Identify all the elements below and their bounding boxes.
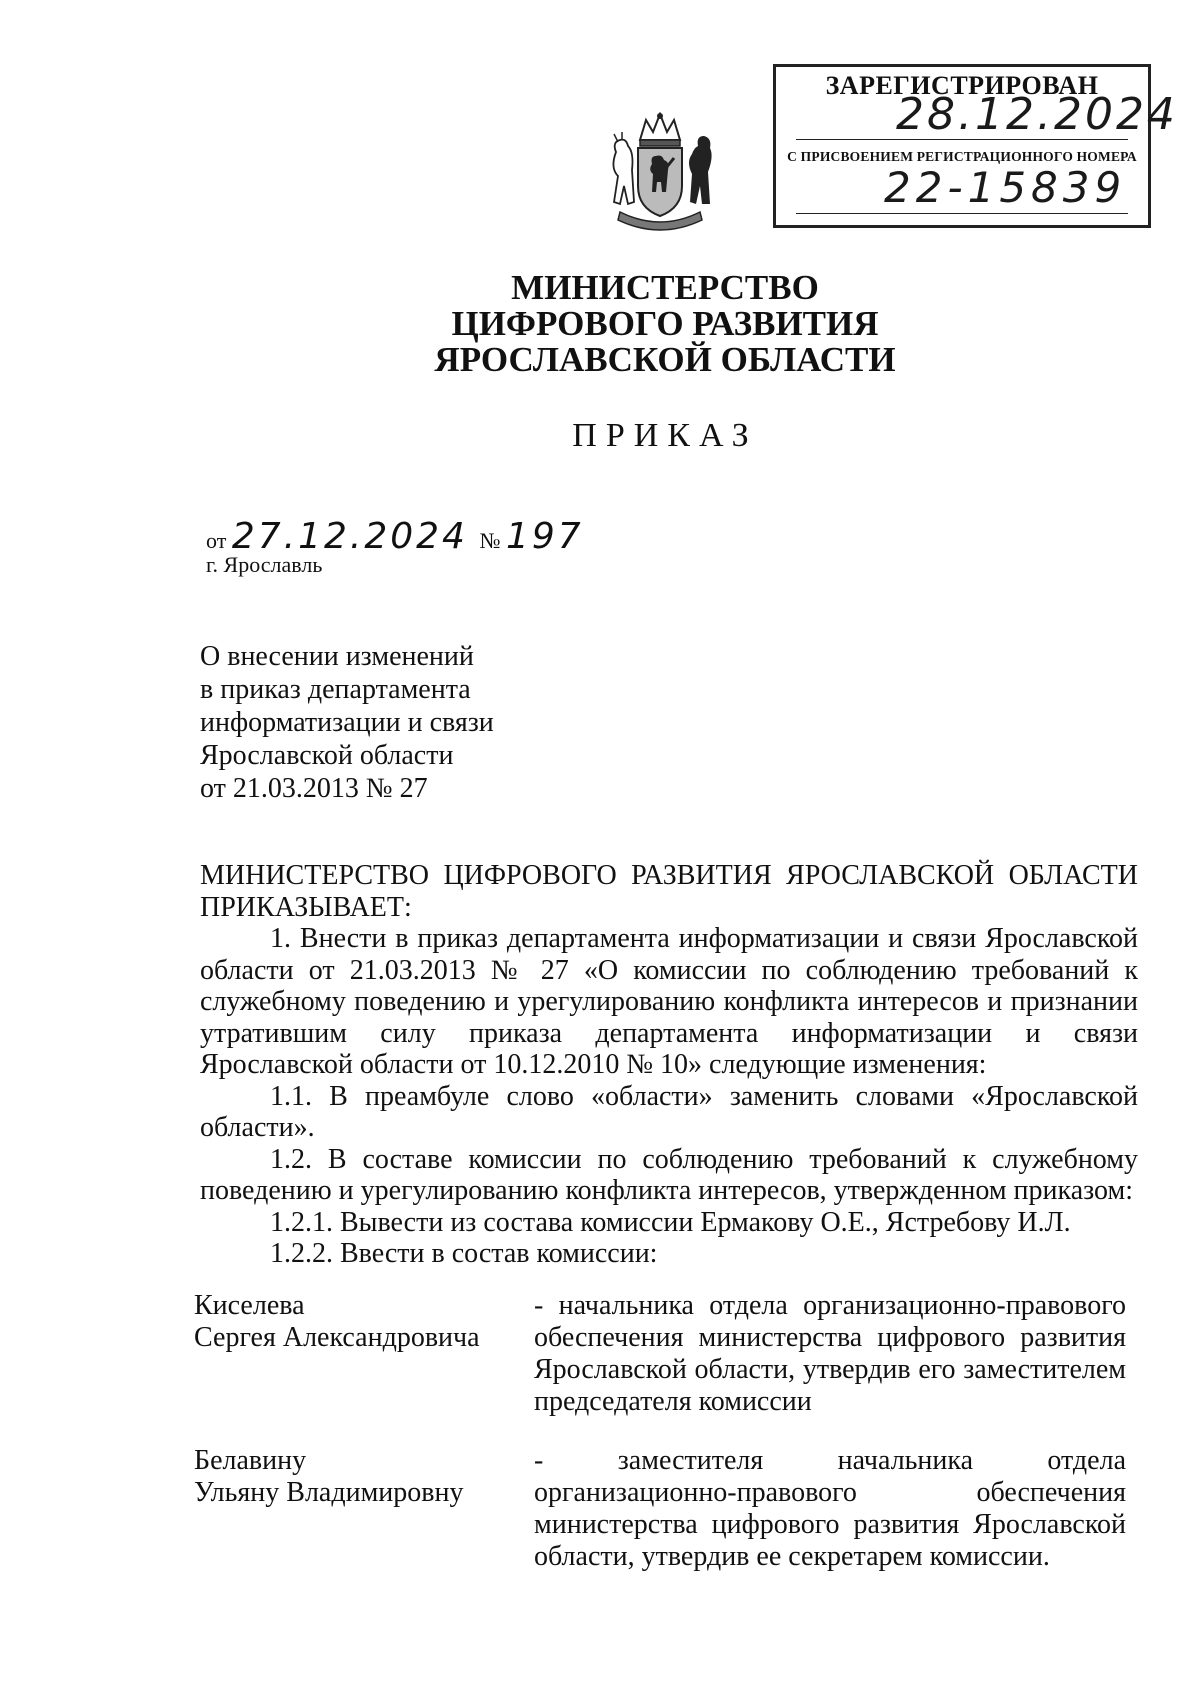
order-subject: [200, 640, 494, 805]
subject-line: от 21.03.2013 № 27: [200, 773, 428, 804]
stamp-subtitle: С ПРИСВОЕНИЕМ РЕГИСТРАЦИОННОГО НОМЕРА: [787, 149, 1137, 164]
member-surname: Киселева: [194, 1290, 305, 1321]
stamp-divider: [796, 139, 1128, 140]
registration-stamp: [773, 64, 1178, 228]
member-name: [194, 1445, 514, 1509]
order-number: 197: [505, 516, 584, 557]
order-date: 27.12.2024: [231, 516, 468, 557]
document-type-title: ПРИКАЗ: [572, 417, 758, 454]
ministry-heading-line: ЦИФРОВОГО РАЗВИТИЯ: [451, 304, 879, 343]
clause-1-2: 1.2. В составе комиссии по соблюдению требований к служебному поведению и урегулированию конфликта интересов, утвержденном приказом:: [200, 1143, 1138, 1206]
member-role: - заместителя начальника отдела организационно-правового обеспечения министерства цифрового развития Ярославской области, утвердив ее секретарем комиссии.: [534, 1445, 1126, 1572]
member-role: - начальника отдела организационно-правового обеспечения министерства цифрового развития Ярославской области, утвердив его заместителем председателя комиссии: [534, 1290, 1126, 1417]
subject-line: О внесении изменений: [200, 641, 474, 672]
ministry-heading: [0, 270, 1200, 378]
member-surname: Белавину: [194, 1445, 307, 1476]
number-label: №: [479, 528, 501, 553]
stamp-title: ЗАРЕГИСТРИРОВАН: [825, 71, 1099, 100]
ministry-heading-line: МИНИСТЕРСТВО: [511, 268, 819, 307]
yaroslavl-coat-of-arms-icon: [606, 112, 714, 240]
from-label: от: [206, 528, 227, 553]
member-given-name: Ульяну Владимировну: [194, 1477, 464, 1508]
stamp-registration-number: 22-15839: [884, 163, 1127, 212]
member-name: [194, 1290, 514, 1354]
clause-1: 1. Внести в приказ департамента информатизации и связи Ярославской области от 21.03.2013 № 27 «О комиссии по соблюдению требований к служебному поведению и урегулированию конфликта интересов и признании утратившим силу приказа департамента информатизации и связи Ярославской области от 10.12.2010 № 10» следующие изменения:: [200, 923, 1138, 1080]
subject-line: информатизации и связи: [200, 707, 494, 738]
clause-1-2-2: 1.2.2. Ввести в состав комиссии:: [270, 1238, 658, 1269]
clause-1-1: 1.1. В преамбуле слово «области» заменить словами «Ярославской области».: [200, 1080, 1138, 1143]
ministry-heading-line: ЯРОСЛАВСКОЙ ОБЛАСТИ: [434, 340, 896, 379]
preamble: МИНИСТЕРСТВО ЦИФРОВОГО РАЗВИТИЯ ЯРОСЛАВСКОЙ ОБЛАСТИ ПРИКАЗЫВАЕТ:: [200, 860, 1138, 923]
stamp-registration-date: 28.12.2024: [896, 89, 1178, 140]
stamp-divider: [796, 213, 1128, 214]
order-body: [200, 860, 1138, 1270]
order-date-number: [206, 516, 584, 557]
city-label: г. Ярославль: [206, 552, 323, 577]
subject-line: Ярославской области: [200, 740, 454, 771]
clause-1-2-1: 1.2.1. Вывести из состава комиссии Ермакову О.Е., Ястребову И.Л.: [270, 1206, 1071, 1238]
member-given-name: Сергея Александровича: [194, 1322, 480, 1353]
subject-line: в приказ департамента: [200, 674, 471, 705]
